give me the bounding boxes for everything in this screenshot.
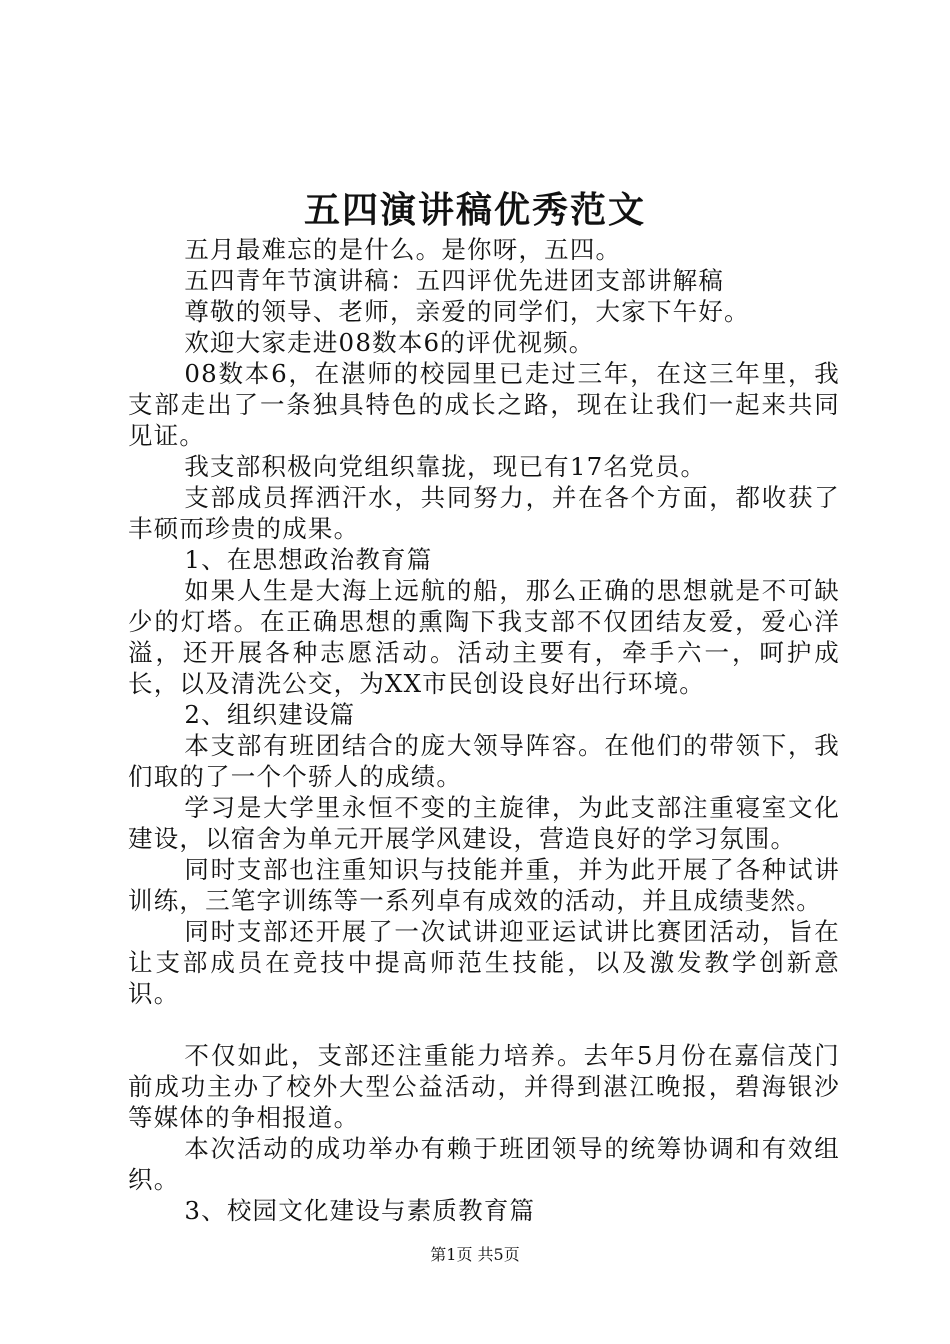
paragraph: 我支部积极向党组织靠拢，现已有17名党员。 [184,452,707,481]
paragraph: 五月最难忘的是什么。是你呀，五四。 [184,235,622,264]
paragraph: 08数本6，在湛师的校园里已走过三年，在这三年里，我支部走出了一条独具特色的成长之路，现在让我们一起来共同见证。 [128,359,840,450]
document-body [128,234,840,1226]
paragraph: 学习是大学里永恒不变的主旋律，为此支部注重寝室文化建设，以宿舍为单元开展学风建设，营造良好的学习氛围。 [128,793,840,853]
paragraph: 如果人生是大海上远航的船，那么正确的思想就是不可缺少的灯塔。在正确思想的熏陶下我支部不仅团结友爱，爱心洋溢，还开展各种志愿活动。活动主要有，牵手六一，呵护成长，以及清洗公交，为XX市民创设良好出行环境。 [128,576,840,698]
section-heading: 3、校园文化建设与素质教育篇 [184,1196,536,1225]
paragraph: 本支部有班团结合的庞大领导阵容。在他们的带领下，我们取的了一个个骄人的成绩。 [128,731,840,791]
paragraph: 同时支部也注重知识与技能并重，并为此开展了各种试讲训练，三笔字训练等一系列卓有成效的活动，并且成绩斐然。 [128,855,840,915]
page-footer: 第1页 共5页 [430,1245,520,1264]
section-heading: 1、在思想政治教育篇 [184,545,433,574]
paragraph: 同时支部还开展了一次试讲迎亚运试讲比赛团活动，旨在让支部成员在竞技中提高师范生技能，以及激发教学创新意识。 [128,917,840,1008]
paragraph: 欢迎大家走进08数本6的评优视频。 [184,328,595,357]
paragraph: 不仅如此，支部还注重能力培养。去年5月份在嘉信茂门前成功主办了校外大型公益活动，并得到湛江晚报，碧海银沙等媒体的争相报道。 [128,1041,840,1132]
paragraph: 尊敬的领导、老师，亲爱的同学们，大家下午好。 [184,297,750,326]
paragraph: 五四青年节演讲稿：五四评优先进团支部讲解稿 [184,266,725,295]
paragraph: 本次活动的成功举办有赖于班团领导的统筹协调和有效组织。 [128,1134,840,1194]
section-heading: 2、组织建设篇 [184,700,356,729]
document-title: 五四演讲稿优秀范文 [303,189,646,231]
paragraph: 支部成员挥洒汗水，共同努力，并在各个方面，都收获了丰硕而珍贵的成果。 [128,483,840,543]
